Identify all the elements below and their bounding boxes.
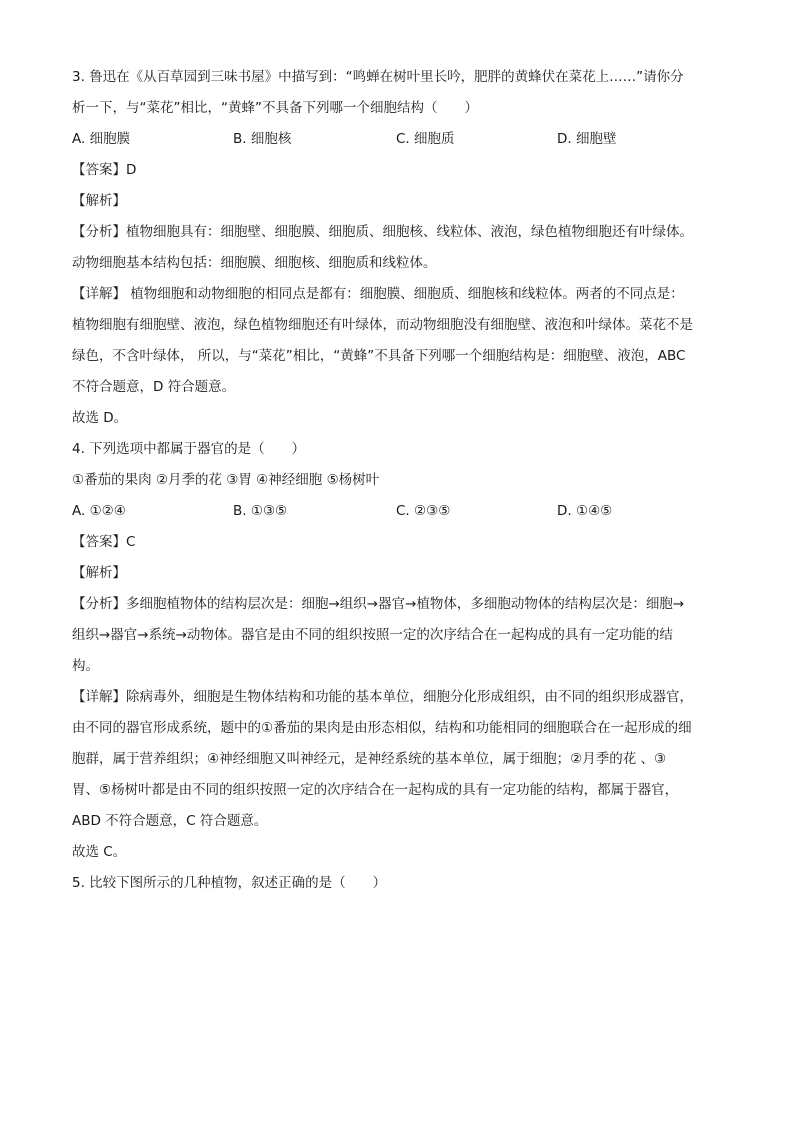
question-4 xyxy=(72,434,722,868)
question-3-answer: 【答案】D xyxy=(72,162,137,178)
document-page xyxy=(72,62,722,899)
question-4-stem: 4. 下列选项中都属于器官的是（ ） xyxy=(72,441,306,457)
question-5-stem: 5. 比较下图所示的几种植物，叙述正确的是（ ） xyxy=(72,875,387,891)
question-4-fenxi-line-2: 组织→器官→系统→动物体。器官是由不同的组织按照一定的次序结合在一起构成的具有一定功能的结 xyxy=(72,627,673,643)
question-3-fenxi-line-1: 【分析】植物细胞具有：细胞壁、细胞膜、细胞质、细胞核、线粒体、液泡，绿色植物细胞还有叶绿体。 xyxy=(72,224,693,240)
question-3-fenxi-line-2: 动物细胞基本结构包括：细胞膜、细胞核、细胞质和线粒体。 xyxy=(72,255,437,271)
question-3-xiangjie-line-3: 绿色，不含叶绿体， 所以，与“菜花”相比，“黄蜂”不具备下列哪一个细胞结构是：细胞壁、液泡，ABC xyxy=(72,348,686,364)
question-4-analysis-label: 【解析】 xyxy=(72,565,126,581)
question-4-fenxi-line-1: 【分析】多细胞植物体的结构层次是：细胞→组织→器官→植物体，多细胞动物体的结构层次是：细胞→ xyxy=(72,596,685,612)
question-3-option-b: B. 细胞核 xyxy=(233,131,292,147)
question-3-xiangjie-line-4: 不符合题意，D 符合题意。 xyxy=(72,379,236,395)
question-4-option-d: D. ①④⑤ xyxy=(557,503,613,519)
question-4-options xyxy=(72,496,722,527)
question-4-xiangjie-line-5: ABD 不符合题意，C 符合题意。 xyxy=(72,813,268,829)
question-4-xiangjie-line-1: 【详解】除病毒外，细胞是生物体结构和功能的基本单位，细胞分化形成组织，由不同的组织形成器官， xyxy=(72,689,693,705)
question-4-option-b: B. ①③⑤ xyxy=(233,503,288,519)
question-4-xiangjie-line-4: 胃、⑤杨树叶都是由不同的组织按照一定的次序结合在一起构成的具有一定功能的结构，都属于器官， xyxy=(72,782,679,798)
question-3-option-c: C. 细胞质 xyxy=(396,131,455,147)
question-4-xiangjie-line-3: 胞群，属于营养组织；④神经细胞又叫神经元，是神经系统的基本单位，属于细胞；②月季的花 、③ xyxy=(72,751,667,767)
question-3-conclusion: 故选 D。 xyxy=(72,410,128,426)
question-4-xiangjie-line-2: 由不同的器官形成系统，题中的①番茄的果肉是由形态相似，结构和功能相同的细胞联合在一起形成的细 xyxy=(72,720,692,736)
question-3-stem-line-2: 析一下，与“菜花”相比，“黄蜂”不具备下列哪一个细胞结构（ ） xyxy=(72,100,478,116)
question-4-answer: 【答案】C xyxy=(72,534,136,550)
question-3-analysis-label: 【解析】 xyxy=(72,193,126,209)
question-3-option-d: D. 细胞壁 xyxy=(557,131,617,147)
question-3-stem-line-1: 3. 鲁迅在《从百草园到三味书屋》中描写到：“鸣蝉在树叶里长吟，肥胖的黄蜂伏在菜花上……”请你分 xyxy=(72,69,684,85)
question-4-option-c: C. ②③⑤ xyxy=(396,503,451,519)
question-3-option-a: A. 细胞膜 xyxy=(72,131,131,147)
question-3-xiangjie-line-2: 植物细胞有细胞壁、液泡，绿色植物细胞还有叶绿体，而动物细胞没有细胞壁、液泡和叶绿体。菜花不是 xyxy=(72,317,693,333)
question-4-option-a: A. ①②④ xyxy=(72,503,126,519)
question-4-fenxi-line-3: 构。 xyxy=(72,658,99,674)
question-3 xyxy=(72,62,722,434)
question-3-options xyxy=(72,124,722,155)
question-3-xiangjie-line-1: 【详解】 植物细胞和动物细胞的相同点是都有：细胞膜、细胞质、细胞核和线粒体。两者的不同点是： xyxy=(72,286,684,302)
question-4-items: ①番茄的果肉 ②月季的花 ③胃 ④神经细胞 ⑤杨树叶 xyxy=(72,472,380,488)
question-4-conclusion: 故选 C。 xyxy=(72,844,127,860)
question-5 xyxy=(72,868,722,899)
